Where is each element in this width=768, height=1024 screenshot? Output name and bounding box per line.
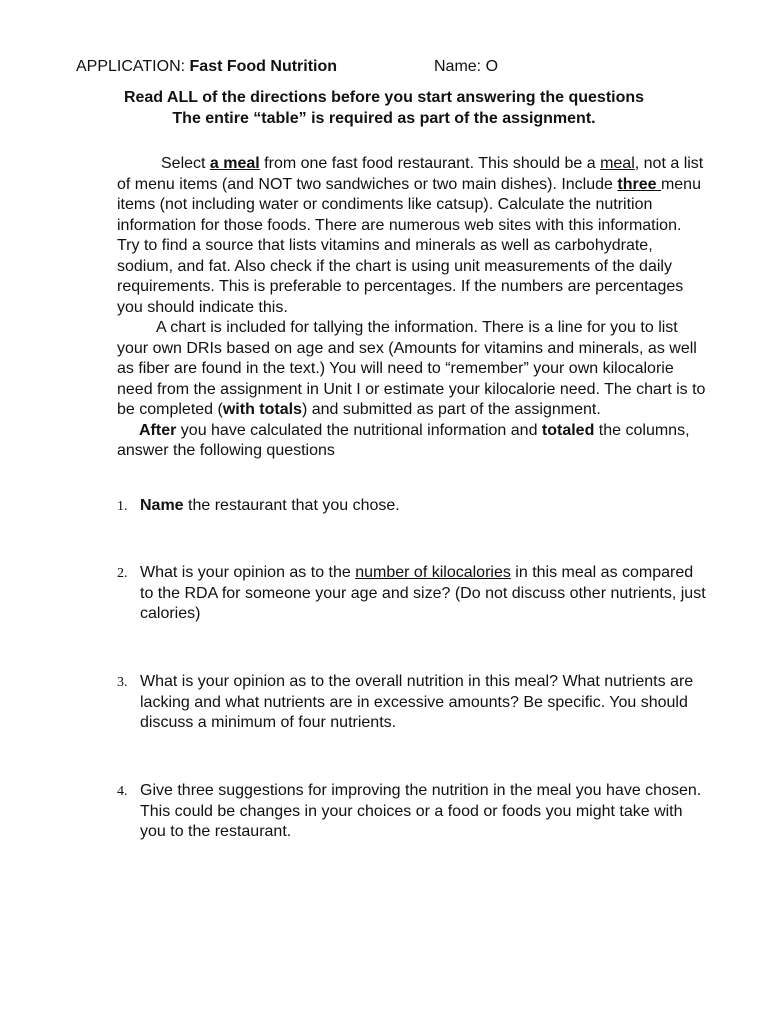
- text-run: the columns, answer the following questions: [117, 421, 690, 459]
- emphasis-a-meal: a meal: [209, 155, 260, 172]
- directions-line-2: The entire “table” is required as part of the assignment.: [172, 110, 596, 127]
- directions-heading: [60, 87, 708, 129]
- emphasis-after: After: [139, 421, 177, 439]
- emphasis-three: three: [617, 175, 661, 193]
- text-run: , not a list of menu items (and NOT two sandwiches or two main dishes). Include: [117, 155, 704, 193]
- instructions-body: [117, 154, 707, 462]
- application-title: [76, 58, 337, 76]
- text-run: from one fast food restaurant. This should be a: [259, 155, 601, 172]
- question-text: [140, 496, 707, 517]
- worksheet-header: [76, 58, 696, 80]
- question-2: [117, 563, 707, 625]
- question-number: 4.: [117, 784, 128, 799]
- text-run: menu items (not including water or condiments like catsup). Calculate the nutrition information for those foods. There are numerous web sites with this information. Try to find a source that lists vitamins and minerals as well as carbohydrate, sodium, and fat. Also check if the chart is using unit measurements of the daily requirements. This is preferable to percentages. If the numbers are percentages you should indicate this.: [117, 175, 701, 316]
- question-number: 1.: [117, 499, 128, 514]
- emphasis-number-of-kilocalories: number of kilocalories: [355, 564, 511, 581]
- instructions-paragraph-3: [117, 421, 707, 462]
- emphasis-totaled: totaled: [541, 421, 595, 439]
- question-text: [140, 563, 707, 625]
- question-1: [117, 496, 707, 517]
- question-3: [117, 672, 707, 734]
- student-name: Name: O: [434, 58, 499, 75]
- text-run: A chart is included for tallying the information. There is a line for you to list your own DRIs based on age and sex (Amounts for vitamins and minerals, as well as fiber are found in the text.) You will need to “remember” your own kilocalorie need from the assignment in Unit I or estimate your kilocalorie need. The chart is to be completed (: [117, 319, 706, 418]
- emphasis-with-totals: with totals: [222, 401, 302, 418]
- text-run: in this meal as compared to the RDA for someone your age and size? (Do not discuss other nutrients, just calories): [140, 564, 706, 622]
- instructions-paragraph-2: [117, 318, 707, 421]
- text-run: Select: [161, 155, 210, 172]
- instructions-paragraph-1: [117, 154, 707, 318]
- question-number: 2.: [117, 566, 128, 581]
- question-text: What is your opinion as to the overall nutrition in this meal? What nutrients are lacking and what nutrients are in excessive amounts? Be specific. You should discuss a minimum of four nutrients.: [140, 673, 694, 731]
- emphasis-meal: meal: [600, 155, 635, 172]
- text-run: you have calculated the nutritional information and: [176, 421, 542, 439]
- text-run: What is your opinion as to the: [140, 564, 356, 581]
- application-topic: Fast Food Nutrition: [189, 58, 338, 75]
- directions-line-1: Read ALL of the directions before you start answering the questions: [123, 89, 645, 106]
- text-run: ) and submitted as part of the assignment.: [301, 401, 601, 418]
- question-4: [117, 781, 707, 843]
- application-prefix: APPLICATION:: [76, 58, 190, 75]
- text-run: the restaurant that you chose.: [183, 497, 400, 514]
- emphasis-name: Name: [140, 497, 184, 514]
- question-number: 3.: [117, 675, 128, 690]
- question-text: Give three suggestions for improving the nutrition in the meal you have chosen. This could be changes in your choices or a food or foods you might take with you to the restaurant.: [140, 782, 702, 840]
